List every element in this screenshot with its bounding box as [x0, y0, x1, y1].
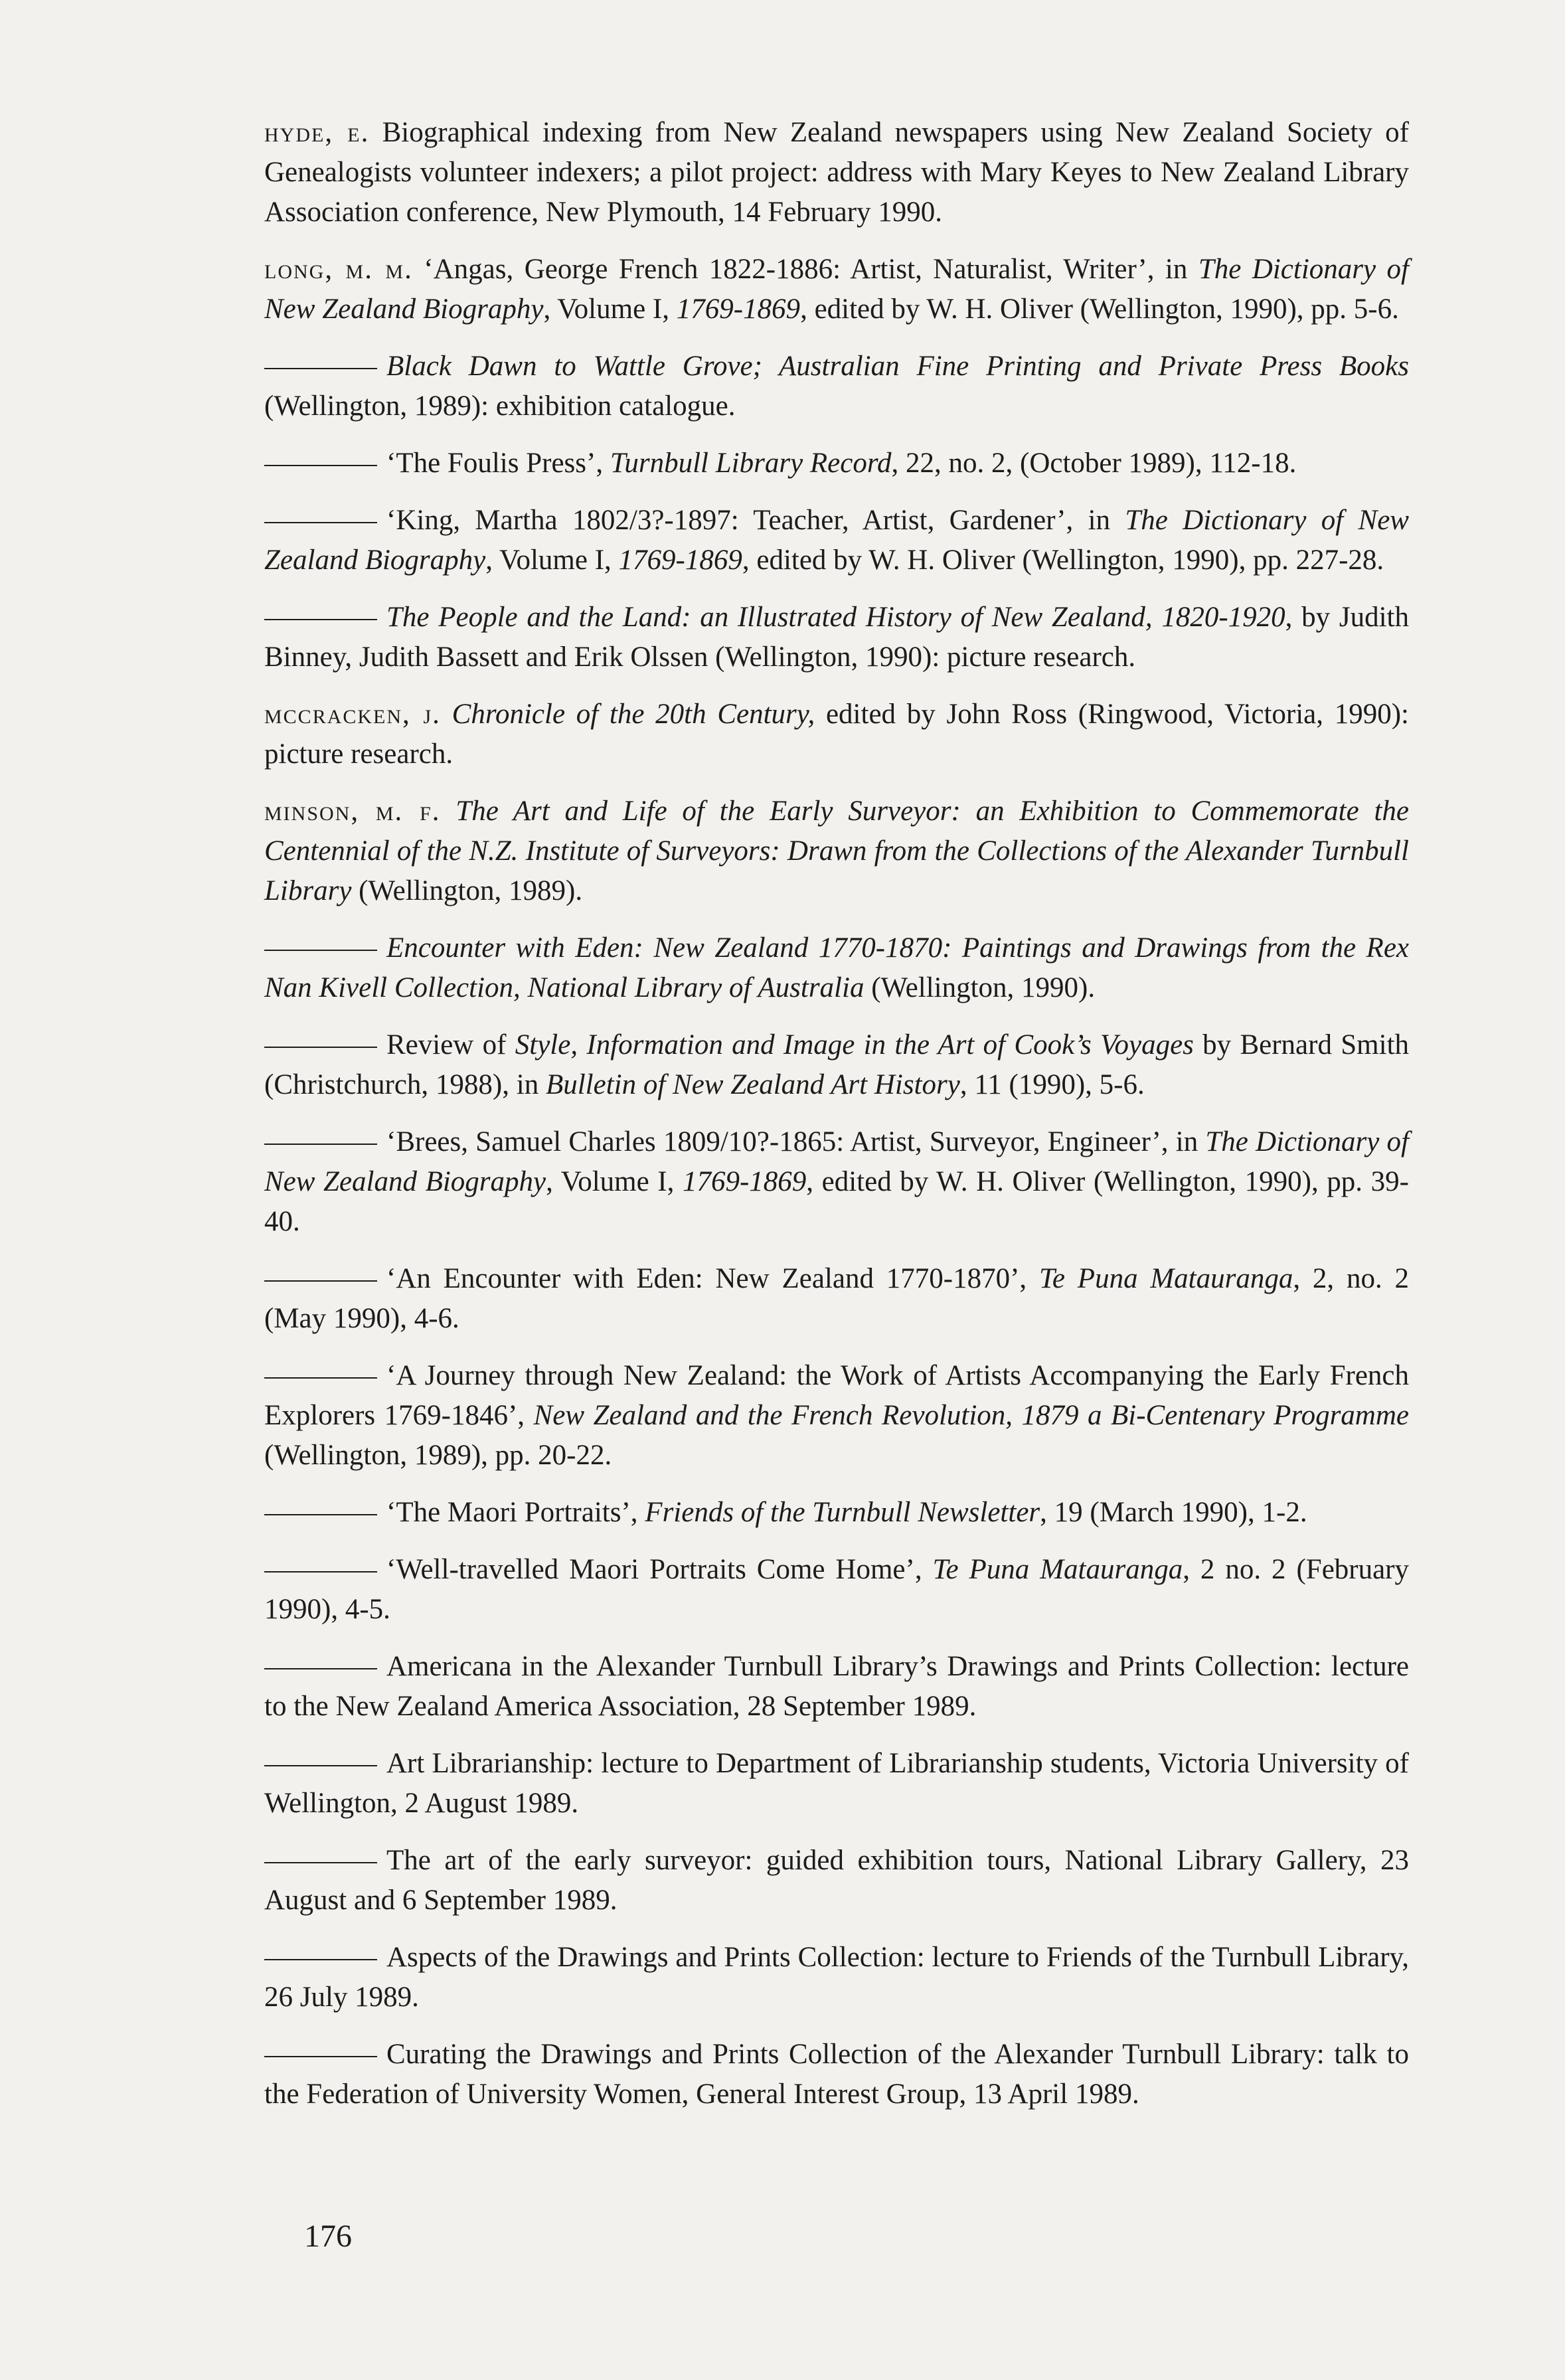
bibliography-entry: ‘Brees, Samuel Charles 1809/10?-1865: Artist, Surveyor, Engineer’, in The Dictionary of New Zealand Biography, Volume I, 1769-1869, edited by W. H. Oliver (Wellington, 1990), pp. 39-40. — [264, 1126, 1409, 1237]
ditto-rule — [264, 1571, 377, 1572]
ditto-rule — [264, 619, 377, 620]
bibliography-entry: The People and the Land: an Illustrated History of New Zealand, 1820-1920, by Judith Binney, Judith Bassett and Erik Olssen (Wellington, 1990): picture research. — [264, 602, 1409, 673]
ditto-rule — [264, 1514, 377, 1515]
ditto-rule — [264, 1144, 377, 1145]
ditto-rule — [264, 950, 377, 951]
page-number: 176 — [304, 2219, 352, 2254]
bibliography-entry: ‘The Maori Portraits’, Friends of the Turnbull Newsletter, 19 (March 1990), 1-2. — [264, 1493, 1409, 1533]
ditto-rule — [264, 2056, 377, 2057]
ditto-rule — [264, 1377, 377, 1379]
bibliography-entry-hyde: hyde, e. Biographical indexing from New Zealand newspapers using New Zealand Society of Genealogists volunteer indexers; a pilot project: address with Mary Keyes to New Zealand Library Association conference, New Plymouth, 14 February 1990. — [264, 117, 1409, 228]
bibliography-entry: The art of the early surveyor: guided exhibition tours, National Library Gallery, 23 August and 6 September 1989. — [264, 1845, 1409, 1916]
bibliography-entry: Americana in the Alexander Turnbull Library’s Drawings and Prints Collection: lecture to the New Zealand America Association, 28 September 1989. — [264, 1651, 1409, 1722]
ditto-rule — [264, 1668, 377, 1669]
author-name: mccracken, j. — [264, 699, 441, 730]
bibliography-entry-long: long, m. m. ‘Angas, George French 1822-1886: Artist, Naturalist, Writer’, in The Dictionary of New Zealand Biography, Volume I, 1769-1869, edited by W. H. Oliver (Wellington, 1990), pp. 5-6. — [264, 254, 1409, 325]
bibliography-entry: Encounter with Eden: New Zealand 1770-1870: Paintings and Drawings from the Rex Nan Kivell Collection, National Library of Australia (Wellington, 1990). — [264, 932, 1409, 1003]
bibliography-entry: ‘A Journey through New Zealand: the Work of Artists Accompanying the Early French Explorers 1769-1846’, New Zealand and the French Revolution, 1879 a Bi-Centenary Programme (Wellington, 1989), pp. 20-22. — [264, 1360, 1409, 1471]
bibliography-entry: Review of Style, Information and Image in the Art of Cook’s Voyages by Bernard Smith (Christchurch, 1988), in Bulletin of New Zealand Art History, 11 (1990), 5-6. — [264, 1029, 1410, 1100]
ditto-rule — [264, 465, 377, 466]
bibliography-entry: Aspects of the Drawings and Prints Collection: lecture to Friends of the Turnbull Library, 26 July 1989. — [264, 1942, 1409, 2013]
bibliography-entry: Art Librarianship: lecture to Department of Librarianship students, Victoria University of Wellington, 2 August 1989. — [264, 1748, 1409, 1819]
bibliography-entry: Black Dawn to Wattle Grove; Australian Fine Printing and Private Press Books (Wellington, 1989): exhibition catalogue. — [264, 351, 1409, 422]
bibliography-entry: ‘Well-travelled Maori Portraits Come Home’, Te Puna Matauranga, 2 no. 2 (February 1990), 4-5. — [264, 1554, 1410, 1625]
ditto-rule — [264, 522, 377, 523]
bibliography-entry-minson: minson, m. f. The Art and Life of the Early Surveyor: an Exhibition to Commemorate the Centennial of the N.Z. Institute of Surveyors: Drawn from the Collections of the Alexander Turnbull Library (Wellington, 1989). — [264, 796, 1409, 906]
author-name: hyde, e. — [264, 117, 370, 148]
ditto-rule — [264, 1765, 377, 1766]
bibliography-entry-mccracken: mccracken, j. Chronicle of the 20th Century, edited by John Ross (Ringwood, Victoria, 1990): picture research. — [264, 699, 1410, 770]
ditto-rule — [264, 1280, 377, 1282]
bibliography-entry: ‘An Encounter with Eden: New Zealand 1770-1870’, Te Puna Matauranga, 2, no. 2 (May 1990), 4-6. — [264, 1263, 1410, 1334]
author-name: minson, m. f. — [264, 796, 441, 827]
bibliography-entry: ‘King, Martha 1802/3?-1897: Teacher, Artist, Gardener’, in The Dictionary of New Zealand Biography, Volume I, 1769-1869, edited by W. H. Oliver (Wellington, 1990), pp. 227-28. — [264, 505, 1409, 576]
bibliography-entry: Curating the Drawings and Prints Collection of the Alexander Turnbull Library: talk to the Federation of University Women, General Interest Group, 13 April 1989. — [264, 2039, 1409, 2110]
ditto-rule — [264, 368, 377, 369]
ditto-rule — [264, 1959, 377, 1960]
bibliography-entry: ‘The Foulis Press’, Turnbull Library Record, 22, no. 2, (October 1989), 112-18. — [264, 444, 1409, 483]
bibliography-list — [264, 113, 1409, 2132]
author-name: long, m. m. — [264, 254, 413, 285]
ditto-rule — [264, 1047, 377, 1048]
ditto-rule — [264, 1862, 377, 1863]
